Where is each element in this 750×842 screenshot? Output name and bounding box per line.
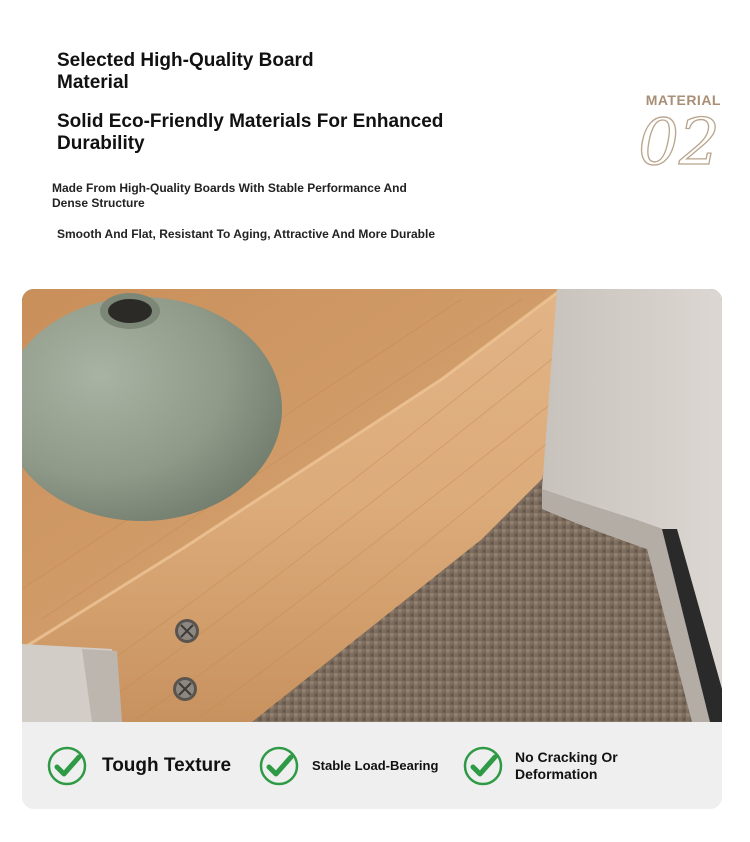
description-smooth: Smooth And Flat, Resistant To Aging, Attractive And More Durable [57, 227, 436, 241]
feature-label: Tough Texture [102, 754, 232, 776]
headline-eco-friendly: Solid Eco-Friendly Materials For Enhanced Durability [57, 111, 444, 154]
description-boards: Made From High-Quality Boards With Stable Performance And Dense Structure [52, 181, 407, 210]
feature-label: No Cracking Or Deformation [515, 748, 618, 782]
headline-board-material: Selected High-Quality Board Material [57, 50, 314, 93]
feature-no-cracking [463, 722, 635, 809]
svg-text:02: 02 [638, 106, 720, 176]
check-circle-icon [47, 746, 87, 786]
check-circle-icon [463, 746, 503, 786]
material-number [634, 106, 724, 176]
product-photo [22, 289, 722, 722]
check-circle-icon [259, 746, 299, 786]
feature-label: Stable Load-Bearing [312, 758, 439, 773]
feature-tough-texture [47, 722, 231, 809]
features-strip [22, 722, 722, 809]
feature-stable-load-bearing [259, 722, 438, 809]
material-label: MATERIAL [645, 92, 721, 108]
